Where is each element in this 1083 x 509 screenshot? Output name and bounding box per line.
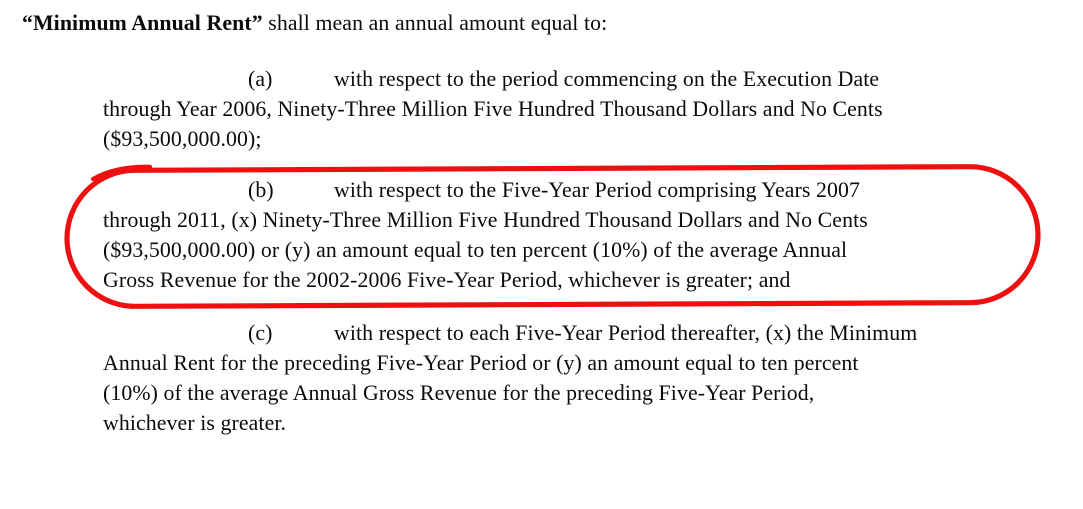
paragraph-c-line-4: whichever is greater.	[103, 411, 287, 435]
paragraph-b-text: with respect to the Five-Year Period comprising Years 2007	[334, 178, 861, 202]
paragraph-b-line-2: through 2011, (x) Ninety-Three Million Five Hundred Thousand Dollars and No Cents	[103, 208, 868, 232]
paragraph-b-line-4: Gross Revenue for the 2002-2006 Five-Year Period, whichever is greater; and	[103, 268, 791, 292]
paragraph-a-line-1	[248, 64, 879, 94]
paragraph-c-line-3: (10%) of the average Annual Gross Revenue for the preceding Five-Year Period,	[103, 381, 815, 405]
paragraph-b-label: (b)	[248, 178, 274, 202]
paragraph-b-line-3: ($93,500,000.00) or (y) an amount equal to ten percent (10%) of the average Annual	[103, 238, 848, 262]
defined-term: “Minimum Annual Rent”	[22, 11, 263, 35]
paragraph-c-text: with respect to each Five-Year Period thereafter, (x) the Minimum	[334, 321, 918, 345]
clause-heading	[22, 8, 607, 38]
paragraph-a-text: with respect to the period commencing on the Execution Date	[334, 67, 880, 91]
paragraph-c-line-2: Annual Rent for the preceding Five-Year Period or (y) an amount equal to ten percent	[103, 351, 859, 375]
paragraph-c-line-1	[248, 318, 917, 348]
paragraph-a-line-2: through Year 2006, Ninety-Three Million Five Hundred Thousand Dollars and No Cents	[103, 97, 883, 121]
heading-text: shall mean an annual amount equal to:	[262, 11, 608, 35]
paragraph-c-label: (c)	[248, 321, 273, 345]
red-oval-pen-tail	[93, 167, 150, 179]
paragraph-a-line-3: ($93,500,000.00);	[103, 127, 262, 151]
paragraph-b-line-1	[248, 175, 860, 205]
paragraph-a-label: (a)	[248, 67, 273, 91]
